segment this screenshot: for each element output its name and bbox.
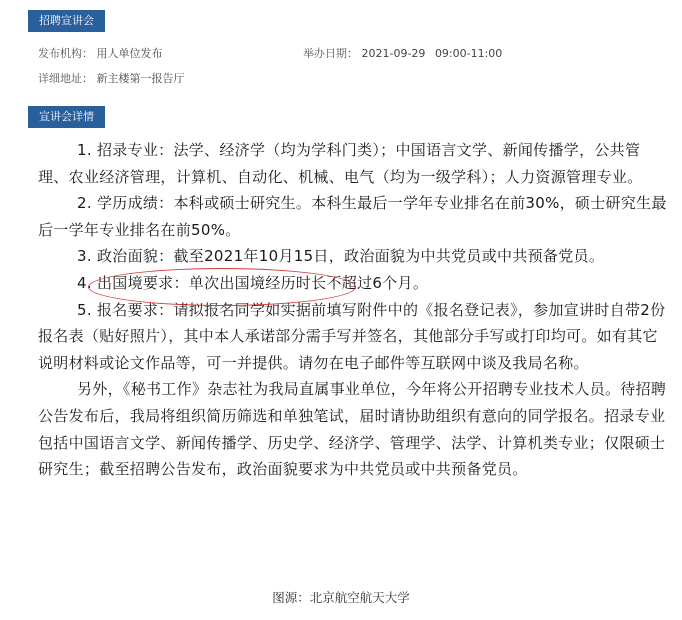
detail-paragraph-2: 2. 学历成绩：本科或硕士研究生。本科生最后一学年专业排名在前30%，硕士研究生最后一学年专业排名在前50%。: [38, 194, 667, 239]
detail-paragraph-5: 5. 报名要求：请拟报名同学如实据前填写附件中的《报名登记表》，参加宣讲时自带2份报名表（贴好照片），其中本人承诺部分需手写并签名，其他部分手写或打印均可。如有其它说明材料或论文作品等，可一并提供。请勿在电子邮件等互联网中谈及我局名称。: [38, 300, 666, 372]
address-label: 详细地址：: [38, 72, 93, 85]
org-value: 用人单位发布: [96, 47, 163, 60]
address-row: [38, 70, 185, 86]
detail-paragraph-4: 4. 出国境要求：单次出国境经历时长不超过6个月。: [77, 273, 429, 292]
time-value: 09:00-11:00: [434, 47, 503, 60]
address-value: 新主楼第一报告厅: [96, 72, 185, 85]
org-label: 发布机构：: [38, 47, 93, 60]
image-source-caption: 图源：北京航空航天大学: [272, 590, 410, 605]
detail-paragraph-6: 另外，《秘书工作》杂志社为我局直属事业单位，今年将公开招聘专业技术人员。待招聘公告发布后，我局将组织简历筛选和单独笔试，届时请协助组织有意向的同学报名。招录专业包括中国语言文学、新闻传播学、历史学、经济学、管理学、法学、计算机类专业；仅限硕士研究生；截至招聘公告发布，政治面貌要求为中共党员或中共预备党员。: [38, 380, 667, 479]
section-tag-recruitment: 招聘宣讲会: [28, 10, 105, 32]
detail-paragraph-1: 1. 招录专业：法学、经济学（均为学科门类）；中国语言文学、新闻传播学，公共管理、农业经济管理，计算机、自动化、机械、电气（均为一级学科）；人力资源管理专业。: [38, 141, 643, 186]
date-label: 举办日期：: [303, 47, 358, 60]
section-tag-details: 宣讲会详情: [28, 106, 105, 128]
org-row: [38, 45, 163, 61]
detail-paragraph-3: 3. 政治面貌：截至2021年10月15日，政治面貌为中共党员或中共预备党员。: [77, 247, 605, 266]
detail-content: [38, 137, 668, 483]
date-row: [303, 45, 502, 61]
date-value: 2021-09-29: [361, 47, 426, 60]
